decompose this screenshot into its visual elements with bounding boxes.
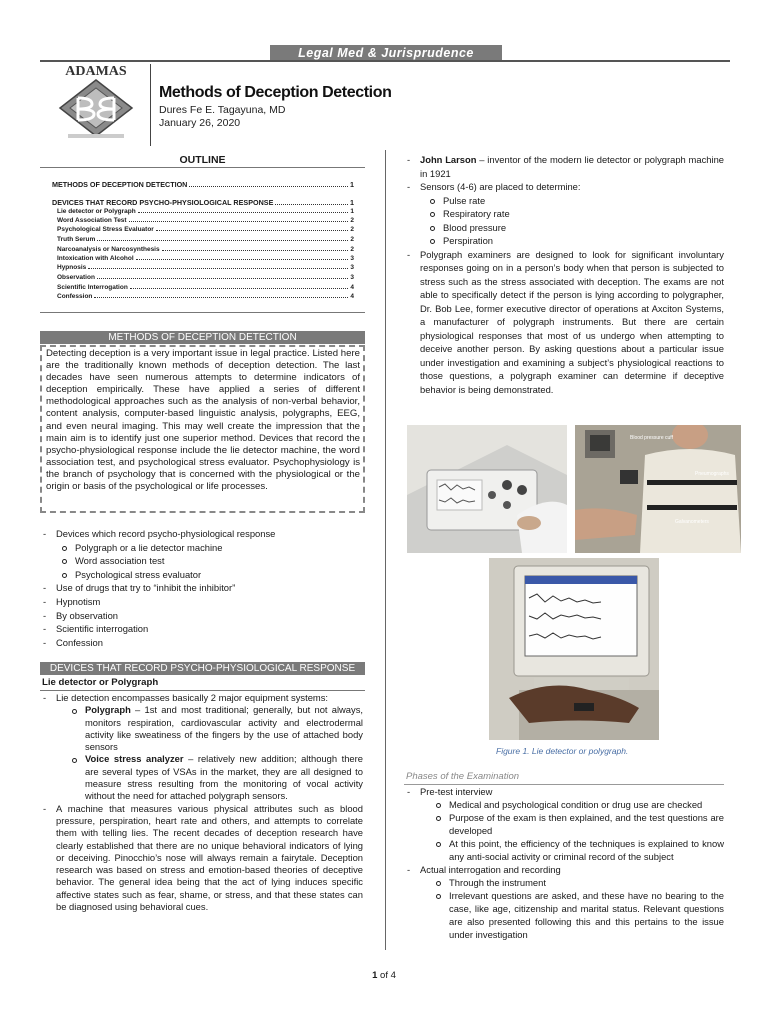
header-vertical-rule bbox=[150, 64, 151, 146]
page-number: 1 of 4 bbox=[372, 970, 396, 981]
list-item: Psychological stress evaluator bbox=[56, 568, 365, 582]
toc-entry[interactable] bbox=[57, 284, 354, 291]
subheading-rule bbox=[40, 690, 365, 691]
list-item: - Pre-test interview Medical and psychological condition or drug use are checked Purpose of the exam is then explained, and the test questions are developed At this point, the efficiency of the techniques is explained to know any anti-social activity or criminal record of the subject bbox=[404, 785, 724, 863]
toc-entry-label: Intoxication with Alcohol bbox=[57, 255, 134, 262]
column-divider bbox=[385, 150, 386, 950]
toc-entry[interactable] bbox=[57, 246, 354, 253]
photo-label: Blood pressure cuff bbox=[630, 435, 673, 441]
toc-entry-label: Narcoanalysis or Narcosynthesis bbox=[57, 246, 160, 253]
list-item: - Confession bbox=[40, 636, 365, 650]
toc-entry-label: Truth Serum bbox=[57, 236, 96, 243]
outline-rule-top bbox=[40, 167, 365, 168]
section-heading-devices: DEVICES THAT RECORD PSYCHO-PHYSIOLOGICAL RESPONSE bbox=[40, 662, 365, 675]
list-item: - A machine that measures various physical attributes such as blood pressure, perspiration, heart rate and others, and attempts to correlate them with telling lies. The recent decades of deception research have clearly established that there are no unique behavioral indicators of lying or deceiving. Pinocchio’s nose will always remain a fairytale. Deception research was based on stress and emotion-based theories of deceptive behavior. The general idea being that the act of lying induces specific affective states such as fear, shame, or stress, and that these states can be diagnosed using behavioral cues. bbox=[40, 803, 363, 914]
outline-heading: OUTLINE bbox=[179, 154, 226, 166]
list-item: Irrelevant questions are asked, and these have no bearing to the case, like age, citizenship and marital status. Relevant questions are also presented following this and this pertains to the issue under investigation bbox=[430, 889, 724, 941]
toc-entry-label: Lie detector or Polygraph bbox=[57, 208, 136, 215]
toc-entry-label: Confession bbox=[57, 293, 93, 300]
toc-entry-page: 1 bbox=[350, 208, 354, 215]
photo-label: Galvanometers bbox=[675, 519, 709, 525]
author: Dures Fe E. Tagayuna, MD bbox=[159, 104, 286, 116]
list-item: - By observation bbox=[40, 609, 365, 623]
toc-entry-page: 3 bbox=[350, 264, 354, 271]
list-item: Voice stress analyzer – relatively new addition; although there are several types of VSAs in the market, they are all designed to measure stress resulting from the monitoring of vocal activity without the need for attached polygraph sensors. bbox=[66, 753, 363, 802]
list-item: Blood pressure bbox=[424, 221, 724, 235]
list-item: - John Larson – inventor of the modern lie detector or polygraph machine in 1921 bbox=[404, 153, 724, 180]
toc-entry-page: 2 bbox=[350, 236, 354, 243]
toc-entry-page: 1 bbox=[350, 198, 354, 207]
polygraph-info-list bbox=[404, 153, 724, 396]
photo-label: Pneumographs bbox=[695, 471, 729, 477]
polygraph-subject-photo bbox=[575, 425, 741, 553]
toc-entry-page: 2 bbox=[350, 246, 354, 253]
list-item: - Polygraph examiners are designed to look for significant involuntary responses going on in a person’s body when that person is subjected to stress such as the stress associated with deception. The exams are not able to specifically detect if the person is lying according to polygrapher, Dr. Bob Lee, former executive director of operations at Axciton Systems, a manufacturer of polygraph instruments. But there are certain physiological responses that most of us undergo when attempting to deceive another person. By asking questions about a particular issue under investigation and examining a subject’s physiological reactions to those questions, a polygraph examiner can determine if deceptive behavior is being demonstrated. bbox=[404, 248, 724, 397]
list-item: Word association test bbox=[56, 554, 365, 568]
toc-entry-page: 3 bbox=[350, 274, 354, 281]
list-item: - Use of drugs that try to “inhibit the inhibitor” bbox=[40, 581, 365, 595]
document-title: Methods of Deception Detection bbox=[159, 84, 392, 101]
toc-entry-label: DEVICES THAT RECORD PSYCHO-PHYSIOLOGICAL RESPONSE bbox=[52, 198, 274, 207]
list-item: Through the instrument bbox=[430, 876, 724, 889]
adamas-logo bbox=[48, 62, 144, 140]
toc-entry-page: 4 bbox=[350, 284, 354, 291]
section-heading-methods: METHODS OF DECEPTION DETECTION bbox=[40, 331, 365, 344]
subheading-polygraph: Lie detector or Polygraph bbox=[42, 677, 159, 688]
figure-caption: Figure 1. Lie detector or polygraph. bbox=[496, 746, 629, 756]
methods-paragraph: Detecting deception is a very important issue in legal practice. Listed here are the traditionally known methods of deception detection. The last decades have seen numerous attempts to determine indicators of deception empirically. These have applied a series of different methodological approaches such as the analysis of non-verbal behavior, content analysis, computer-based linguistic analysis, polygraphs, EEG, and even neural imaging. This may well create the impression that the main aim is to identify just one superior method. Devices that record the psycho-physiological response include the lie detector machine, the word association test, and psychological stress evaluator. Psychophysiology is the branch of psychology that is concerned with the physiological or the origin or basis of the psychological or life processes. bbox=[46, 348, 360, 493]
outline-rule-bottom bbox=[40, 312, 365, 313]
list-item: Purpose of the exam is then explained, and the test questions are developed bbox=[430, 811, 724, 837]
toc-entry[interactable] bbox=[57, 217, 354, 224]
list-item: At this point, the efficiency of the techniques is explained to know any anti-social activity or criminal record of the subject bbox=[430, 837, 724, 863]
toc-entry[interactable] bbox=[52, 198, 354, 207]
toc-entry[interactable] bbox=[57, 226, 354, 233]
course-banner: Legal Med & Jurisprudence bbox=[270, 45, 502, 61]
phases-heading: Phases of the Examination bbox=[406, 771, 520, 782]
toc-entry[interactable] bbox=[57, 208, 354, 215]
toc-entry[interactable] bbox=[57, 255, 354, 262]
list-item: Polygraph – 1st and most traditional; generally, but not always, monitors respiration, cardiovascular activity and electrodermal activity like sweatiness of the fingers by the use of attached body sensors bbox=[66, 704, 363, 753]
toc-entry-page: 2 bbox=[350, 217, 354, 224]
toc-entry-page: 2 bbox=[350, 226, 354, 233]
toc-entry-label: METHODS OF DECEPTION DETECTION bbox=[52, 180, 188, 189]
toc-entry[interactable] bbox=[57, 264, 354, 271]
date: January 26, 2020 bbox=[159, 117, 241, 129]
list-item: - Devices which record psycho-physiological response Polygraph or a lie detector machine Word association test Psychological stress evaluator bbox=[40, 527, 365, 581]
toc-entry-label: Psychological Stress Evaluator bbox=[57, 226, 154, 233]
toc-entry-label: Hypnosis bbox=[57, 264, 87, 271]
toc-entry-page: 4 bbox=[350, 293, 354, 300]
toc-entry[interactable] bbox=[57, 236, 354, 243]
list-item: - Scientific interrogation bbox=[40, 622, 365, 636]
devices-list bbox=[40, 692, 363, 913]
toc-entry-label: Observation bbox=[57, 274, 95, 281]
computer-polygraph-photo bbox=[489, 558, 659, 740]
toc-entry[interactable] bbox=[57, 293, 354, 300]
toc-entry-page: 1 bbox=[350, 180, 354, 189]
list-item: - Hypnotism bbox=[40, 595, 365, 609]
list-item: - Sensors (4-6) are placed to determine: Pulse rate Respiratory rate Blood pressure Perspiration bbox=[404, 180, 724, 248]
methods-list bbox=[40, 527, 365, 649]
toc-entry-label: Word Association Test bbox=[57, 217, 127, 224]
toc-entry[interactable] bbox=[52, 180, 354, 189]
list-item: Perspiration bbox=[424, 234, 724, 248]
toc-entry-label: Scientific Interrogation bbox=[57, 284, 128, 291]
list-item: Polygraph or a lie detector machine bbox=[56, 541, 365, 555]
list-item: Medical and psychological condition or drug use are checked bbox=[430, 798, 724, 811]
logo-text: ADAMAS bbox=[65, 64, 127, 79]
phases-list bbox=[404, 785, 724, 941]
toc-entry[interactable] bbox=[57, 274, 354, 281]
list-item: - Actual interrogation and recording Through the instrument Irrelevant questions are asked, and these have no bearing to the case, like age, citizenship and marital status. Relevant questions are also presented following this and this pertains to the issue under investigation bbox=[404, 863, 724, 941]
list-item: - Lie detection encompasses basically 2 major equipment systems: Polygraph – 1st and most traditional; generally, but not always, monitors respiration, cardiovascular activity and electrodermal activity like sweatiness of the fingers by the use of attached body sensors Voice stress analyzer – relatively new addition; although there are several types of VSAs in the market, they are all designed to measure stress resulting from the monitoring of vocal activity without the need for attached polygraph sensors. bbox=[40, 692, 363, 803]
toc-entry-page: 3 bbox=[350, 255, 354, 262]
list-item: Pulse rate bbox=[424, 194, 724, 208]
list-item: Respiratory rate bbox=[424, 207, 724, 221]
polygraph-machine-photo bbox=[407, 425, 567, 553]
